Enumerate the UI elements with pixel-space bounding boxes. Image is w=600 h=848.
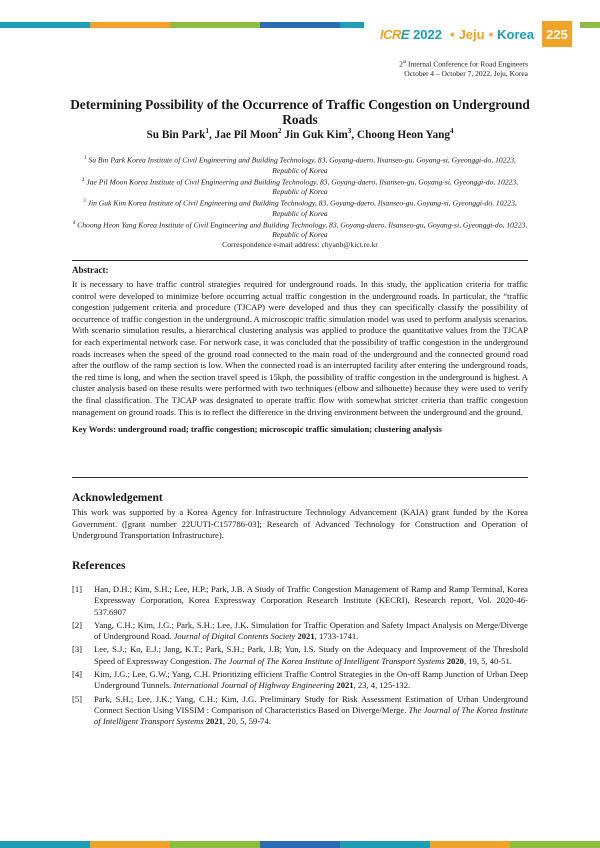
affiliation: $^4$ Choong Heon Yang Korea Institute of Civil Engineering and Building Technology, 83, Goyang-daero, Ilsanseo-gu, Goyang-si, Gyeonggi-do, 10223, Republic of Korea xyxy=(72,220,528,240)
author: Jae Pil Moon$^2$ xyxy=(214,127,282,141)
divider xyxy=(72,477,528,478)
conference-logo: ICRE xyxy=(380,26,410,42)
conference-info xyxy=(399,58,528,78)
author-list xyxy=(70,127,530,141)
conference-name: 2st Internal Conference for Road Engineers xyxy=(399,59,528,69)
correspondence-email: Correspondence e-mail address: chyanb@kict.re.kr xyxy=(222,240,378,250)
acknowledgement-text: This work was supported by a Korea Agency for Infrastructure Technology Advancement (KAIA) grant funded by the Korea Government. ([grant number 22UUTI-C157786-03]; Research of Advanced Technology for Construction and Operation of Underground Transportation Infrastructure). xyxy=(72,507,528,541)
abstract xyxy=(72,279,528,442)
affiliation: $^3$ Jin Guk Kim Korea Institute of Civil Engineering and Building Technology, 83, Goyang-daero, Ilsanseo-gu, Goyang-si, Gyeonggi-do, 10223, Republic of Korea xyxy=(83,198,517,218)
author: Su Bin Park$^1$, xyxy=(146,127,215,141)
abstract-heading: Abstract: xyxy=(72,265,109,275)
brand-dot: • xyxy=(488,26,494,42)
affiliation: $^2$ Jae Pil Moon Korea Institute of Civil Engineering and Building Technology, 83, Goyang-daero, Ilsanseo-gu, Goyang-si, Gyeonggi-do, 10223, Republic of Korea xyxy=(81,177,519,197)
divider xyxy=(72,260,528,261)
page-number: 225 xyxy=(542,21,572,47)
references-heading: References xyxy=(72,560,126,572)
brand-dot: • xyxy=(450,26,455,42)
acknowledgement-heading: Acknowledgement xyxy=(72,492,163,504)
paper-title: Determining Possibility of the Occurrence of Traffic Congestion on Underground Roads xyxy=(70,97,530,127)
affiliation: $^1$ Su Bin Park Korea Institute of Civil Engineering and Building Technology, 83, Goyang-daero, Ilsanseo-gu, Goyang-si, Gyeonggi-do, 10223, Republic of Korea xyxy=(84,155,516,175)
brand-country: Korea xyxy=(497,26,534,42)
reference-list xyxy=(72,584,528,730)
brand-year: 2022 xyxy=(413,26,442,42)
affiliations xyxy=(72,154,528,250)
abstract-text: It is necessary to have traffic control strategies required for underground roads. In this study, the application criteria for traffic control were developed to minimize before occurring actual traffic congestion in the underground roads. In particular, the “traffic congestion judgement criteria and procedure (TJCAP) were developed and thus they can specifically classify the possibility of occurrence of traffic congestion in the underground. A microscopic traffic simulation model was used to perform analysis scenarios. With scenario simulation results, a hierarchical clustering analysis was applied to produce the quantitative values from the TJCAP for each experimental network case. For network case, it was concluded that the possibility of traffic congestion in the underground roads increases when the speed of the ground road connected to the main road of the underground and the connected ground road after the outflow of the ramp section is low. When the connected road is an interrupted facility after entering the underground roads, the red time is long, and when the section travel speed is 15kph, the possibility of traffic congestion in the underground is highest. A cluster analysis based on these results were performed with two techniques (elbow and silhouette) because they were used to verify the final classification. The TJCAP was designated to operate traffic flow with somewhat stricter criteria than traffic congestion management on ground roads. This is to reflect the difference in the driving environment between the underground and the ground. xyxy=(72,279,528,417)
reference-item: [1] Han, D.H.; Kim, S.H.; Lee, H.P.; Park, J.B. A Study of Traffic Congestion Management of Ramp and Ramp Terminal, Korea Expressway Corporation, Korea Expressway Corporation Research Institute (KECRI), Research report, Vol. 2020-46-537.6907 xyxy=(72,584,528,617)
brand-city: Jeju xyxy=(458,26,485,42)
author: Choong Heon Yang$^4$ xyxy=(356,127,454,141)
reference-item: [2] Yang, C.H.; Kim, J.G.; Park, S.H.; Lee, J.K. Simulation for Traffic Operation and Safety Impact Analysis on Merge/Diverge of Underground Road. Journal of Digital Contents Society 2021, 1733-1741. xyxy=(72,619,528,642)
conference-brand xyxy=(364,20,580,48)
reference-item: [5] Park, S.H.; Lee, J.K.; Yang, C.H.; Kim, J.G. Preliminary Study for Risk Assessment Estimation of Urban Underground Connect Section Using VISSIM : Comparison of Characteristics Based on Diverge/Merge. The Journal of The Korea Institute of Intelligent Transport Systems 2021, 20, 5, 59-74. xyxy=(72,693,528,727)
reference-item: [4] Kim, J.G.; Lee, G.W.; Yang, C.H. Prioritizing efficient Traffic Control Strategies in the On-off Ramp Junction of Urban Deep Underground Tunnels. International Journal of Highway Engineering 2021, 23, 4, 125-132. xyxy=(72,669,528,691)
bottom-color-bar xyxy=(0,841,600,848)
reference-item: [3] Lee, S.J.; Ko, E.J.; Jang, K.T.; Park, S.H.; Park, J.B; Yun, I.S. Study on the Adequacy and Improvement of the Threshold Speed of Expressway Congestion. The Journal of The Korea Institute of Intelligent Transport Systems 2020, 19, 5, 40-51. xyxy=(72,644,528,666)
author: Jin Guk Kim$^3$, xyxy=(284,127,357,141)
keywords: Key Words: underground road; traffic congestion; microscopic traffic simulation; clustering analysis xyxy=(72,424,442,435)
conference-dates: October 4 – October 7, 2022, Jeju, Korea xyxy=(404,68,528,78)
